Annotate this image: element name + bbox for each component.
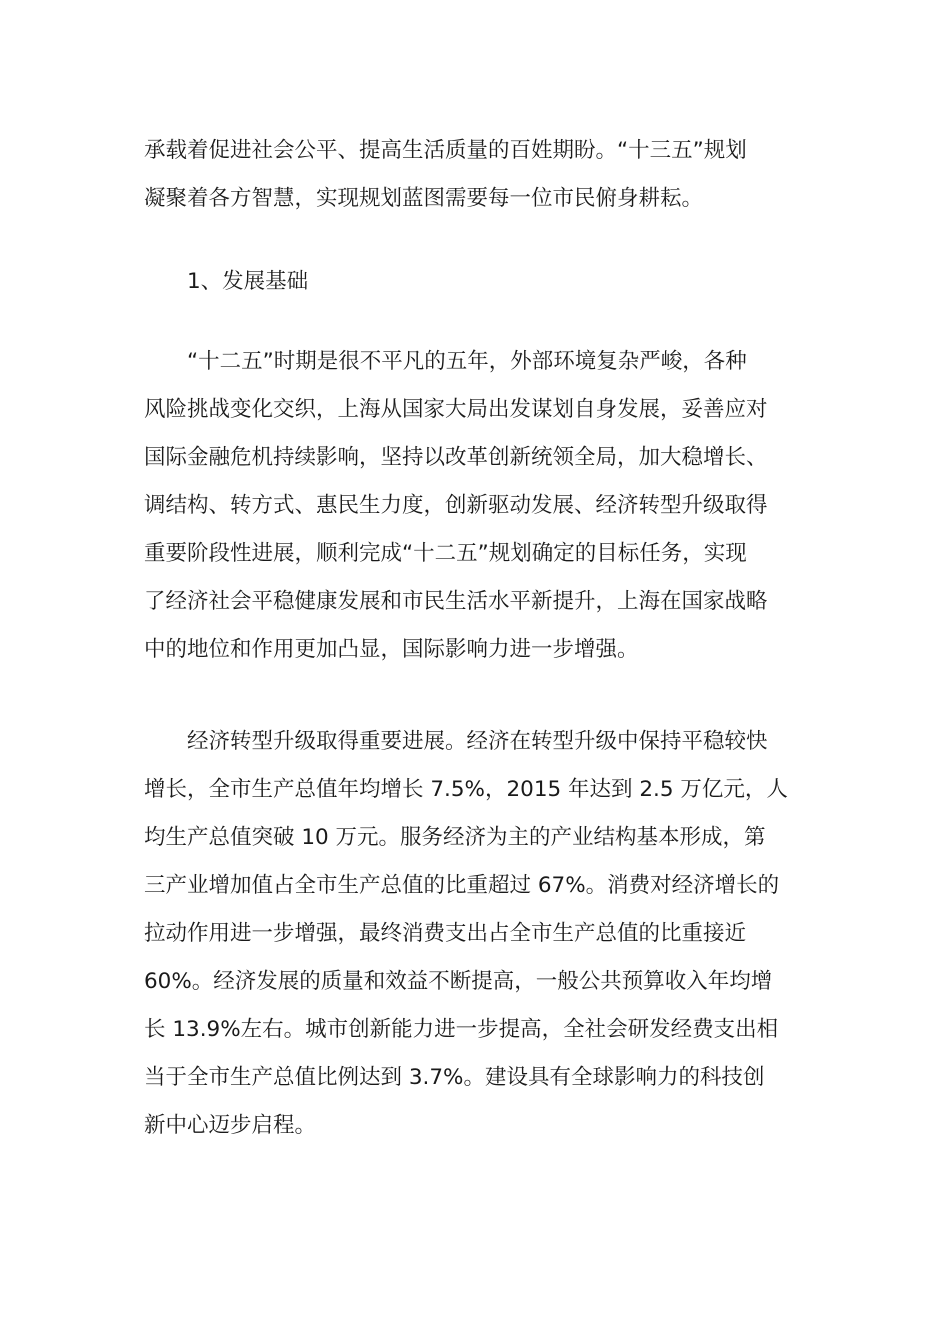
section-heading-block [144, 258, 804, 306]
text-line: 国际金融危机持续影响，坚持以改革创新统领全局，加大稳增长、 [144, 445, 768, 470]
text-line: “十二五”时期是很不平凡的五年，外部环境复杂严峻，各种 [187, 349, 747, 374]
text-line: 当于全市生产总值比例达到 3.7%。建设具有全球影响力的科技创 [144, 1065, 765, 1090]
text-line: 长 13.9%左右。城市创新能力进一步提高，全社会研发经费支出相 [144, 1017, 779, 1042]
text-line: 拉动作用进一步增强，最终消费支出占全市生产总值的比重接近 [144, 921, 747, 946]
text-line: 风险挑战变化交织，上海从国家大局出发谋划自身发展，妥善应对 [144, 397, 768, 422]
text-line: 均生产总值突破 10 万元。服务经济为主的产业结构基本形成，第 [144, 825, 766, 850]
section-heading: 1、发展基础 [187, 269, 309, 294]
text-line: 三产业增加值占全市生产总值的比重超过 67%。消费对经济增长的 [144, 873, 780, 898]
paragraph-economic-transformation [144, 718, 804, 1150]
text-line: 承载着促进社会公平、提高生活质量的百姓期盼。“十三五”规划 [144, 138, 747, 163]
text-line: 增长，全市生产总值年均增长 7.5%，2015 年达到 2.5 万亿元，人 [144, 777, 788, 802]
text-line: 60%。经济发展的质量和效益不断提高，一般公共预算收入年均增 [144, 969, 773, 994]
paragraph-twelfth-five-year [144, 338, 804, 674]
text-line: 经济转型升级取得重要进展。经济在转型升级中保持平稳较快 [187, 729, 768, 754]
text-line: 凝聚着各方智慧，实现规划蓝图需要每一位市民俯身耕耘。 [144, 186, 704, 211]
paragraph-intro [144, 127, 804, 223]
text-line: 中的地位和作用更加凸显，国际影响力进一步增强。 [144, 637, 639, 662]
text-line: 了经济社会平稳健康发展和市民生活水平新提升，上海在国家战略 [144, 589, 768, 614]
text-line: 重要阶段性进展，顺利完成“十二五”规划确定的目标任务，实现 [144, 541, 747, 566]
text-line: 新中心迈步启程。 [144, 1113, 317, 1138]
text-line: 调结构、转方式、惠民生力度，创新驱动发展、经济转型升级取得 [144, 493, 768, 518]
